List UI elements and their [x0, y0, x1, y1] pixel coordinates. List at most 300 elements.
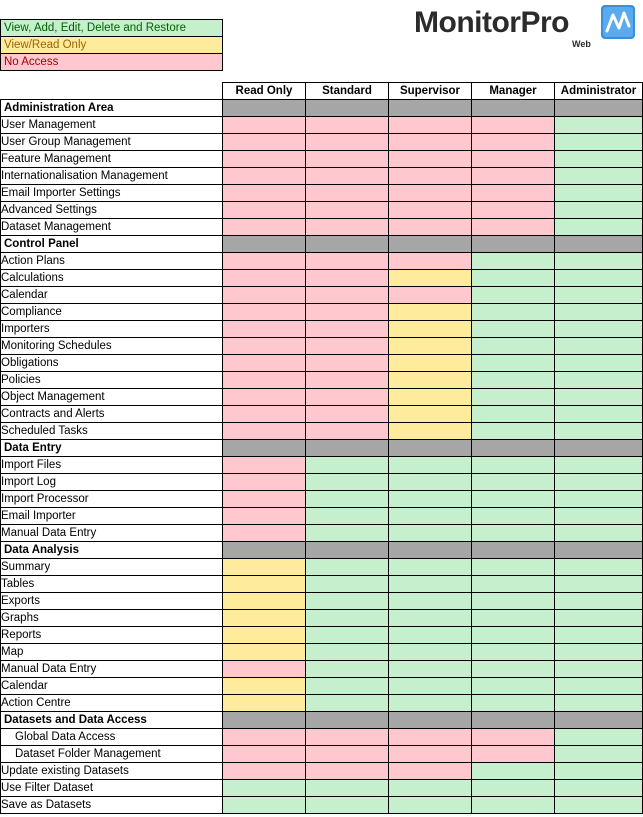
permission-cell-yellow	[389, 355, 472, 372]
permission-cell-green	[389, 491, 472, 508]
permission-cell-gray	[555, 542, 643, 559]
permission-cell-pink	[306, 219, 389, 236]
permission-cell-green	[472, 270, 555, 287]
table-row	[1, 593, 643, 610]
permission-cell-green	[389, 576, 472, 593]
permission-cell-green	[389, 678, 472, 695]
permission-cell-pink	[223, 763, 306, 780]
section-header-row	[1, 100, 643, 117]
permission-cell-gray	[223, 542, 306, 559]
permission-cell-green	[555, 559, 643, 576]
feature-label: Email Importer Settings	[1, 185, 223, 202]
feature-label: Internationalisation Management	[1, 168, 223, 185]
permission-cell-green	[555, 389, 643, 406]
permission-cell-pink	[223, 423, 306, 440]
permission-cell-pink	[223, 474, 306, 491]
permission-cell-green	[555, 729, 643, 746]
section-header-row	[1, 440, 643, 457]
table-row	[1, 134, 643, 151]
table-row	[1, 151, 643, 168]
permission-cell-green	[555, 780, 643, 797]
permission-cell-pink	[306, 304, 389, 321]
permission-cell-green	[555, 661, 643, 678]
feature-label: Graphs	[1, 610, 223, 627]
logo-wordmark: MonitorPro	[414, 6, 569, 39]
permission-cell-green	[472, 423, 555, 440]
permission-cell-green	[555, 423, 643, 440]
column-header-read-only: Read Only	[223, 83, 306, 100]
table-row	[1, 491, 643, 508]
logo-subtitle: Web	[572, 39, 591, 49]
table-row	[1, 270, 643, 287]
permission-cell-gray	[472, 542, 555, 559]
table-row	[1, 389, 643, 406]
permission-cell-pink	[472, 117, 555, 134]
permission-cell-pink	[223, 253, 306, 270]
permission-cell-green	[472, 763, 555, 780]
table-row	[1, 117, 643, 134]
permission-cell-green	[555, 508, 643, 525]
section-label: Data Entry	[1, 440, 223, 457]
permission-cell-pink	[223, 287, 306, 304]
permission-cell-yellow	[223, 559, 306, 576]
table-row	[1, 678, 643, 695]
permission-cell-green	[555, 746, 643, 763]
permission-cell-pink	[306, 372, 389, 389]
feature-label: Feature Management	[1, 151, 223, 168]
permission-cell-yellow	[223, 644, 306, 661]
permission-cell-green	[306, 627, 389, 644]
permission-cell-green	[389, 780, 472, 797]
permission-cell-pink	[306, 423, 389, 440]
permission-cell-yellow	[389, 270, 472, 287]
feature-label: Map	[1, 644, 223, 661]
feature-label: Import Processor	[1, 491, 223, 508]
permission-cell-green	[389, 508, 472, 525]
permission-cell-pink	[472, 134, 555, 151]
permission-cell-green	[555, 338, 643, 355]
feature-label: Importers	[1, 321, 223, 338]
permission-cell-pink	[223, 406, 306, 423]
permission-cell-green	[389, 661, 472, 678]
permission-cell-green	[472, 457, 555, 474]
permission-cell-yellow	[223, 610, 306, 627]
feature-label: Import Files	[1, 457, 223, 474]
permission-cell-green	[389, 525, 472, 542]
table-row	[1, 406, 643, 423]
permission-cell-green	[555, 321, 643, 338]
permission-cell-pink	[472, 202, 555, 219]
permission-cell-green	[306, 508, 389, 525]
permission-cell-green	[306, 525, 389, 542]
column-header-manager: Manager	[472, 83, 555, 100]
feature-label: Calendar	[1, 678, 223, 695]
feature-label: Email Importer	[1, 508, 223, 525]
permission-cell-pink	[223, 117, 306, 134]
permission-cell-pink	[472, 746, 555, 763]
permission-cell-green	[389, 627, 472, 644]
table-row	[1, 423, 643, 440]
table-row	[1, 797, 643, 814]
permission-cell-green	[472, 389, 555, 406]
permission-cell-green	[472, 287, 555, 304]
permission-cell-pink	[223, 168, 306, 185]
permissions-table	[0, 82, 643, 814]
permission-cell-green	[306, 644, 389, 661]
permission-cell-green	[472, 304, 555, 321]
permission-cell-green	[472, 593, 555, 610]
permission-cell-pink	[472, 219, 555, 236]
permission-cell-gray	[472, 440, 555, 457]
permission-cell-pink	[306, 406, 389, 423]
permission-cell-green	[555, 372, 643, 389]
permission-cell-green	[389, 644, 472, 661]
permission-cell-green	[472, 508, 555, 525]
table-row	[1, 219, 643, 236]
permission-cell-green	[555, 678, 643, 695]
permission-cell-green	[555, 474, 643, 491]
permission-cell-pink	[472, 185, 555, 202]
permission-cell-green	[555, 593, 643, 610]
permission-cell-pink	[389, 219, 472, 236]
feature-label: Obligations	[1, 355, 223, 372]
feature-label: Calculations	[1, 270, 223, 287]
table-row	[1, 304, 643, 321]
permission-cell-pink	[306, 729, 389, 746]
permission-cell-green	[472, 491, 555, 508]
permission-cell-green	[472, 321, 555, 338]
table-row	[1, 168, 643, 185]
permission-cell-gray	[306, 236, 389, 253]
permission-cell-gray	[389, 712, 472, 729]
logo-chart-icon	[600, 4, 636, 40]
feature-label: Calendar	[1, 287, 223, 304]
permission-cell-green	[555, 287, 643, 304]
table-row	[1, 644, 643, 661]
permission-cell-pink	[389, 746, 472, 763]
permission-cell-yellow	[389, 389, 472, 406]
permission-cell-pink	[223, 661, 306, 678]
table-row	[1, 338, 643, 355]
permission-cell-pink	[223, 389, 306, 406]
permission-cell-pink	[223, 729, 306, 746]
table-row	[1, 610, 643, 627]
table-row	[1, 661, 643, 678]
permission-cell-pink	[306, 338, 389, 355]
permission-cell-gray	[223, 236, 306, 253]
table-row	[1, 474, 643, 491]
permission-cell-pink	[306, 202, 389, 219]
permission-cell-green	[306, 610, 389, 627]
permission-cell-pink	[306, 763, 389, 780]
permission-cell-pink	[306, 134, 389, 151]
feature-label: Update existing Datasets	[1, 763, 223, 780]
permission-cell-pink	[306, 168, 389, 185]
permission-cell-green	[555, 644, 643, 661]
feature-label: Monitoring Schedules	[1, 338, 223, 355]
permission-cell-pink	[306, 355, 389, 372]
table-row	[1, 355, 643, 372]
permission-cell-green	[306, 661, 389, 678]
table-row	[1, 372, 643, 389]
permission-cell-yellow	[223, 627, 306, 644]
table-row	[1, 729, 643, 746]
permission-cell-gray	[472, 712, 555, 729]
legend-item-pink: No Access	[1, 54, 222, 70]
permission-cell-yellow	[223, 678, 306, 695]
permission-cell-yellow	[389, 423, 472, 440]
permission-cell-pink	[223, 525, 306, 542]
permission-cell-gray	[389, 236, 472, 253]
monitorpro-logo	[414, 3, 638, 51]
permission-cell-green	[306, 559, 389, 576]
permission-cell-pink	[223, 151, 306, 168]
permission-cell-green	[472, 627, 555, 644]
permission-cell-pink	[223, 270, 306, 287]
feature-label: Dataset Folder Management	[1, 746, 223, 763]
permission-cell-green	[472, 610, 555, 627]
permission-cell-green	[555, 202, 643, 219]
permission-cell-green	[555, 491, 643, 508]
permission-cell-green	[306, 678, 389, 695]
permission-cell-gray	[555, 440, 643, 457]
permission-cell-green	[555, 797, 643, 814]
permission-cell-green	[306, 593, 389, 610]
permission-cell-green	[472, 525, 555, 542]
column-header-supervisor: Supervisor	[389, 83, 472, 100]
permission-cell-gray	[223, 100, 306, 117]
permission-cell-green	[472, 780, 555, 797]
permission-cell-green	[472, 372, 555, 389]
permission-cell-gray	[223, 712, 306, 729]
permission-cell-gray	[389, 542, 472, 559]
permission-cell-green	[555, 695, 643, 712]
legend	[0, 19, 223, 71]
table-row	[1, 780, 643, 797]
table-row	[1, 287, 643, 304]
table-row	[1, 525, 643, 542]
feature-label: Advanced Settings	[1, 202, 223, 219]
permission-cell-gray	[472, 236, 555, 253]
feature-label: Compliance	[1, 304, 223, 321]
permission-cell-pink	[472, 729, 555, 746]
feature-label: Global Data Access	[1, 729, 223, 746]
permission-cell-pink	[223, 355, 306, 372]
permission-cell-gray	[223, 440, 306, 457]
column-header-standard: Standard	[306, 83, 389, 100]
permission-cell-pink	[306, 321, 389, 338]
table-row	[1, 746, 643, 763]
section-label: Control Panel	[1, 236, 223, 253]
permission-cell-gray	[306, 712, 389, 729]
permission-cell-green	[472, 678, 555, 695]
permission-cell-yellow	[389, 406, 472, 423]
permission-cell-green	[472, 576, 555, 593]
legend-item-green: View, Add, Edit, Delete and Restore	[1, 20, 222, 37]
feature-label: Save as Datasets	[1, 797, 223, 814]
permission-cell-pink	[223, 202, 306, 219]
permission-cell-pink	[389, 185, 472, 202]
table-row	[1, 457, 643, 474]
table-row	[1, 321, 643, 338]
permission-cell-gray	[389, 100, 472, 117]
permission-cell-green	[306, 474, 389, 491]
permission-cell-pink	[306, 287, 389, 304]
permission-cell-pink	[223, 185, 306, 202]
table-row	[1, 695, 643, 712]
permission-cell-green	[472, 559, 555, 576]
permission-cell-gray	[306, 440, 389, 457]
permission-cell-pink	[306, 185, 389, 202]
permission-cell-green	[472, 661, 555, 678]
permission-cell-green	[389, 593, 472, 610]
permission-cell-gray	[472, 100, 555, 117]
permission-cell-gray	[306, 100, 389, 117]
permission-cell-green	[389, 797, 472, 814]
permission-cell-green	[555, 168, 643, 185]
feature-label: Scheduled Tasks	[1, 423, 223, 440]
permission-cell-green	[306, 780, 389, 797]
section-header-row	[1, 712, 643, 729]
permission-cell-pink	[223, 134, 306, 151]
permission-cell-pink	[306, 270, 389, 287]
table-row	[1, 253, 643, 270]
permission-cell-pink	[306, 389, 389, 406]
permission-cell-yellow	[223, 695, 306, 712]
permission-cell-green	[555, 117, 643, 134]
section-label: Data Analysis	[1, 542, 223, 559]
permission-cell-pink	[223, 491, 306, 508]
permission-cell-green	[555, 253, 643, 270]
permission-cell-pink	[223, 746, 306, 763]
permission-cell-green	[472, 797, 555, 814]
permission-cell-green	[555, 406, 643, 423]
permission-cell-green	[389, 695, 472, 712]
feature-label: Reports	[1, 627, 223, 644]
permission-cell-green	[555, 270, 643, 287]
table-row	[1, 627, 643, 644]
permission-cell-green	[472, 695, 555, 712]
permission-cell-pink	[389, 168, 472, 185]
permission-cell-green	[555, 151, 643, 168]
permission-cell-green	[555, 219, 643, 236]
feature-label: Tables	[1, 576, 223, 593]
permission-cell-gray	[389, 440, 472, 457]
feature-label: User Group Management	[1, 134, 223, 151]
permission-cell-gray	[306, 542, 389, 559]
permission-cell-gray	[555, 712, 643, 729]
permission-cell-pink	[472, 151, 555, 168]
permission-cell-green	[555, 627, 643, 644]
column-header-administrator: Administrator	[555, 83, 643, 100]
permission-cell-green	[223, 780, 306, 797]
permission-cell-green	[472, 338, 555, 355]
section-label: Datasets and Data Access	[1, 712, 223, 729]
permission-cell-green	[223, 797, 306, 814]
permission-cell-green	[472, 644, 555, 661]
permission-cell-green	[555, 185, 643, 202]
permission-cell-pink	[223, 508, 306, 525]
permission-cell-yellow	[389, 304, 472, 321]
table-row	[1, 763, 643, 780]
feature-label: Manual Data Entry	[1, 525, 223, 542]
feature-label: Manual Data Entry	[1, 661, 223, 678]
permission-cell-green	[555, 763, 643, 780]
section-label: Administration Area	[1, 100, 223, 117]
permission-cell-yellow	[389, 372, 472, 389]
feature-label: Policies	[1, 372, 223, 389]
permission-cell-green	[389, 559, 472, 576]
permission-cell-yellow	[389, 321, 472, 338]
permission-cell-green	[472, 406, 555, 423]
permission-cell-green	[555, 576, 643, 593]
feature-label: Dataset Management	[1, 219, 223, 236]
permission-cell-pink	[223, 304, 306, 321]
feature-label: Action Plans	[1, 253, 223, 270]
permission-cell-green	[306, 797, 389, 814]
permission-cell-pink	[389, 202, 472, 219]
feature-label: Use Filter Dataset	[1, 780, 223, 797]
permission-cell-pink	[306, 117, 389, 134]
feature-label: Exports	[1, 593, 223, 610]
permission-cell-green	[555, 134, 643, 151]
permission-cell-green	[306, 457, 389, 474]
section-header-row	[1, 236, 643, 253]
permission-cell-pink	[306, 253, 389, 270]
permission-cell-green	[472, 253, 555, 270]
section-header-row	[1, 542, 643, 559]
permission-cell-pink	[389, 253, 472, 270]
table-row	[1, 202, 643, 219]
permission-cell-green	[389, 610, 472, 627]
permission-cell-pink	[389, 117, 472, 134]
permission-cell-yellow	[223, 593, 306, 610]
feature-label: Contracts and Alerts	[1, 406, 223, 423]
permission-cell-gray	[555, 236, 643, 253]
permission-cell-green	[389, 457, 472, 474]
feature-label: Import Log	[1, 474, 223, 491]
permission-cell-gray	[555, 100, 643, 117]
permission-cell-green	[555, 355, 643, 372]
permission-cell-yellow	[223, 576, 306, 593]
permission-cell-pink	[223, 321, 306, 338]
permission-cell-yellow	[389, 338, 472, 355]
legend-item-yellow: View/Read Only	[1, 37, 222, 54]
permission-cell-pink	[389, 287, 472, 304]
permission-cell-pink	[306, 151, 389, 168]
permissions-body	[1, 100, 643, 814]
permission-cell-green	[306, 695, 389, 712]
permission-cell-green	[555, 525, 643, 542]
permission-cell-pink	[389, 134, 472, 151]
permission-cell-green	[472, 355, 555, 372]
feature-label: Object Management	[1, 389, 223, 406]
permission-cell-pink	[306, 746, 389, 763]
permission-cell-green	[555, 610, 643, 627]
permission-cell-green	[472, 474, 555, 491]
permission-cell-green	[389, 474, 472, 491]
table-row	[1, 559, 643, 576]
permission-cell-green	[306, 576, 389, 593]
table-row	[1, 576, 643, 593]
permission-cell-pink	[223, 457, 306, 474]
permission-cell-pink	[389, 729, 472, 746]
table-row	[1, 508, 643, 525]
feature-label: Summary	[1, 559, 223, 576]
permission-cell-pink	[223, 338, 306, 355]
permission-cell-pink	[389, 151, 472, 168]
permission-cell-green	[306, 491, 389, 508]
